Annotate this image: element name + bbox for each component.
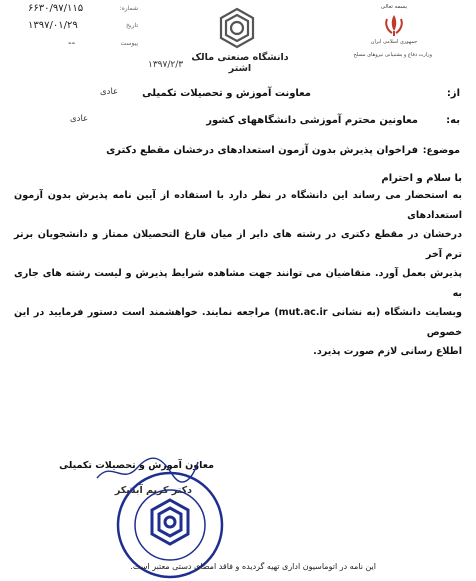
body-line: وبسایت دانشگاه (به نشانی mut.ac.ir) مراجعه نمایند. خواهشمند است دستور فرمایید در این خصوص (14, 307, 462, 338)
date-label: تاریخ (126, 22, 138, 29)
basmala: بسمه تعالی (380, 4, 408, 10)
attachment-label: پیوست (120, 40, 138, 47)
iran-emblem-block (362, 4, 426, 45)
ministry-line2: وزارت دفاع و پشتیبانی نیروهای مسلح (353, 52, 432, 58)
from-value: معاونت آموزش و تحصیلات تکمیلی (142, 88, 311, 99)
body-line: پذیرش بعمل آورد. متقاضیان می توانند جهت مشاهده شرایط پذیرش و لیست رشته های جاری به (14, 268, 462, 299)
stamp-date: ۱۳۹۷/۲/۳ (148, 60, 184, 70)
footer-note: این نامه در اتوماسیون اداری تهیه گردیده و فاقد امضای دستی معتبر است. (130, 562, 376, 571)
subject-value: فراخوان پذیرش بدون آزمون استعدادهای درخشان مقطع دکتری (106, 145, 418, 156)
to-tag: عادی (70, 114, 89, 124)
body-line: به استحضار می رساند این دانشگاه در نظر دارد با استفاده از آیین نامه پذیرش بدون آزمون استعدادهای (14, 190, 462, 221)
date-value: ۱۳۹۷/۰۱/۲۹ (28, 20, 78, 31)
to-label: به: (446, 115, 460, 126)
meta-date-row (28, 20, 138, 34)
signature-name: دکتر کریم آبشکر (114, 485, 192, 496)
subject-label: موضوع: (422, 145, 460, 156)
number-value: ۶۶۳۰/۹۷/۱۱۵ (28, 3, 84, 14)
body-line: درخشان در مقطع دکتری در رشته های دایر از میان فارغ التحصیلان ممتاز و دانشجویان برتر ترم آخر (14, 229, 462, 260)
ministry-line1: جمهوری اسلامی ایران (370, 39, 418, 45)
body-line: اطلاع رسانی لازم صورت پذیرد. (313, 346, 462, 357)
signature-title: معاون آموزش و تحصیلات تکمیلی (59, 460, 214, 471)
university-name: دانشگاه صنعتی مالک اشتر (191, 52, 289, 74)
iran-emblem-icon (382, 12, 406, 38)
to-value: معاونین محترم آموزشی دانشگاههای کشور (206, 115, 418, 126)
meta-attachment-row (28, 38, 138, 52)
from-tag: عادی (100, 87, 119, 97)
meta-number-row (28, 3, 138, 17)
greeting: با سلام و احترام (381, 173, 462, 184)
attachment-value: -- (68, 38, 76, 49)
from-label: از: (446, 88, 460, 99)
university-logo-icon (215, 6, 259, 50)
letter-body (14, 186, 462, 362)
number-label: شماره: (119, 5, 138, 12)
